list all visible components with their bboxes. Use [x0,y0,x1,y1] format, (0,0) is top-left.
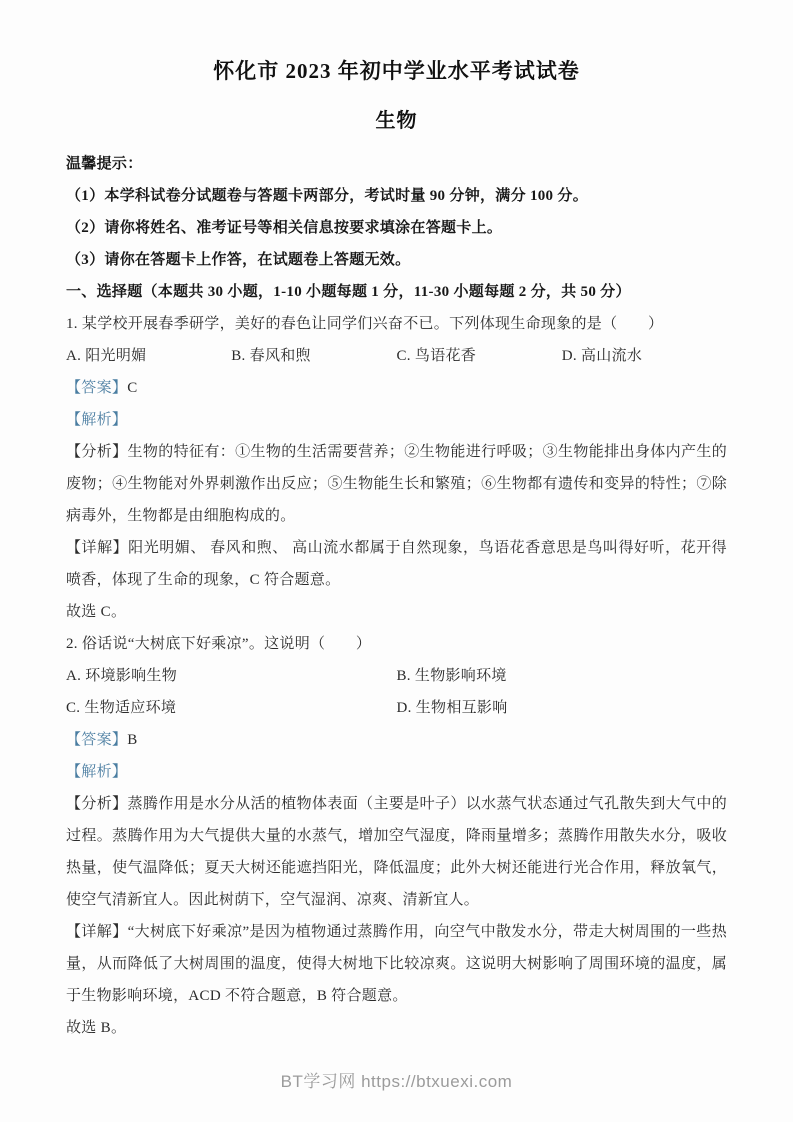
question-1-option-d: D. 高山流水 [561,348,643,364]
question-1-stem: 1. 某学校开展春季研学，美好的春色让同学们兴奋不已。下列体现生命现象的是（ ） [66,316,664,332]
subject-title: 生物 [375,110,418,132]
question-2-option-d: D. 生物相互影响 [396,700,508,716]
question-2-analysis-label: 【解析】 [66,764,128,780]
answer-value: C [127,380,138,396]
question-1-option-b: B. 春风和煦 [231,348,311,364]
question-1-option-a: A. 阳光明媚 [66,348,147,364]
question-1-analysis-paragraph: 【分析】生物的特征有：①生物的生活需要营养；②生物能进行呼吸；③生物能排出身体内产生的废物；④生物能对外界刺激作出反应；⑤生物能生长和繁殖；⑥生物都有遗传和变异的特性；⑦除病毒外，生物都是由细胞构成的。 [66,444,727,524]
question-block-2 [66,628,727,1044]
notice-heading: 温馨提示： [66,156,143,172]
notice-item-1: （1）本学科试卷分试题卷与答题卡两部分，考试时量 90 分钟，满分 100 分。 [66,188,589,204]
footer-watermark: BT学习网 https://btxuexi.com [280,1072,513,1091]
question-2-options [66,660,727,724]
question-2-answer-line [66,724,727,756]
answer-label: 【答案】 [66,380,128,396]
page-title: 怀化市 2023 年初中学业水平考试试卷 [213,59,580,83]
question-2-stem: 2. 俗话说“大树底下好乘凉”。这说明（ ） [66,636,372,652]
question-1-answer-line [66,372,727,404]
question-2-option-b: B. 生物影响环境 [396,668,507,684]
question-2-conclusion: 故选 B。 [66,1020,127,1036]
answer-value: B [127,732,138,748]
question-2-option-a: A. 环境影响生物 [66,668,178,684]
notice-item-2: （2）请你将姓名、准考证号等相关信息按要求填涂在答题卡上。 [66,220,503,236]
question-1-detail-paragraph: 【详解】阳光明媚、 春风和煦、 高山流水都属于自然现象，鸟语花香意思是鸟叫得好听，花开得喷香，体现了生命的现象，C 符合题意。 [66,540,727,588]
answer-label: 【答案】 [66,732,128,748]
section-header: 一、选择题（本题共 30 小题，1-10 小题每题 1 分，11-30 小题每题 2 分，共 50 分） [66,284,631,300]
question-block-1 [66,308,727,628]
question-1-options [66,340,727,372]
notice-item-3: （3）请你在答题卡上作答，在试题卷上答题无效。 [66,252,411,268]
question-2-detail-paragraph: 【详解】“大树底下好乘凉”是因为植物通过蒸腾作用，向空气中散发水分，带走大树周围的一些热量，从而降低了大树周围的温度，使得大树地下比较凉爽。这说明大树影响了周围环境的温度，属于生物影响环境，ACD 不符合题意，B 符合题意。 [66,924,727,1004]
question-2-option-c: C. 生物适应环境 [66,700,177,716]
question-1-conclusion: 故选 C。 [66,604,127,620]
question-1-option-c: C. 鸟语花香 [396,348,477,364]
question-2-analysis-paragraph: 【分析】蒸腾作用是水分从活的植物体表面（主要是叶子）以水蒸气状态通过气孔散失到大气中的过程。蒸腾作用为大气提供大量的水蒸气，增加空气湿度，降雨量增多；蒸腾作用散失水分，吸收热量，使气温降低；夏天大树还能遮挡阳光，降低温度；此外大树还能进行光合作用，释放氧气，使空气清新宜人。因此树荫下，空气湿润、凉爽、清新宜人。 [66,796,727,908]
question-1-analysis-label: 【解析】 [66,412,128,428]
